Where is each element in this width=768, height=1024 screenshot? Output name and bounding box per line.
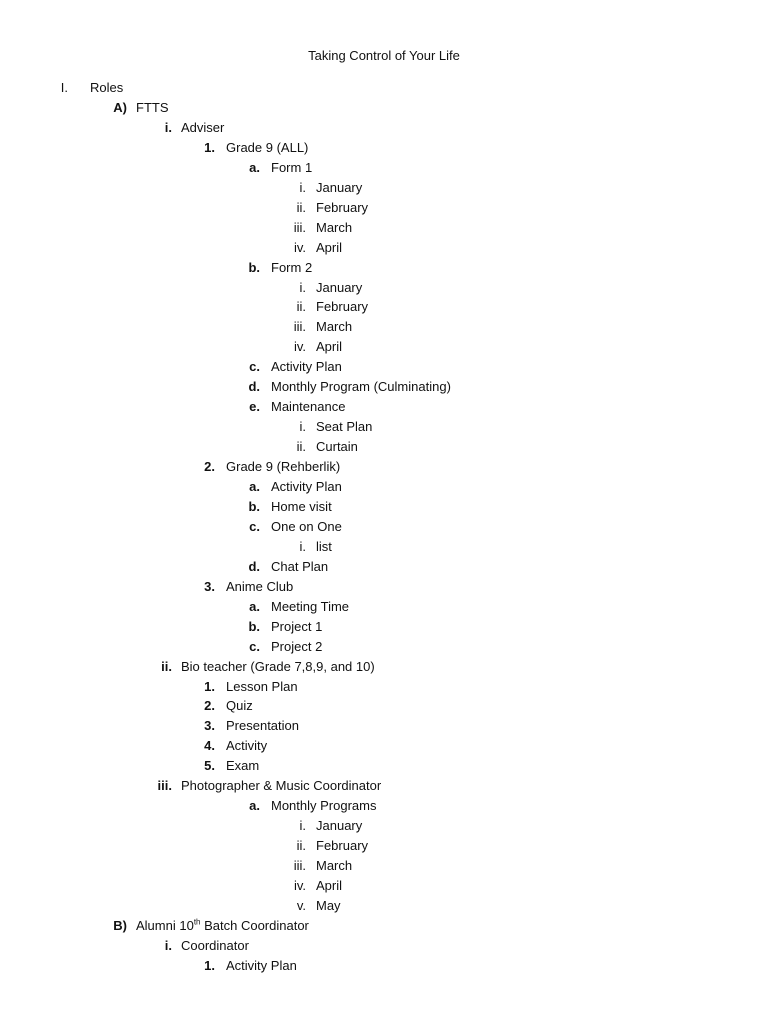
outline-text	[226, 696, 253, 716]
outline-marker: a.	[249, 160, 260, 175]
outline-text	[271, 477, 342, 497]
outline-text	[271, 557, 328, 577]
outline-text-main: April	[316, 878, 343, 893]
outline-text-main: Project 1	[271, 619, 323, 634]
outline-text-main: Adviser	[181, 120, 225, 135]
outline-text	[181, 118, 224, 138]
outline-text	[226, 736, 267, 756]
outline-text-continued: Batch Coordinator	[200, 918, 309, 933]
outline-marker: B)	[113, 918, 127, 933]
outline-text-main: Grade 9 (Rehberlik)	[226, 459, 341, 474]
outline-item	[0, 756, 768, 776]
outline-marker: 1.	[204, 958, 215, 973]
outline-text	[226, 577, 293, 597]
outline-marker: 1.	[204, 140, 215, 155]
outline-marker: a.	[249, 798, 260, 813]
outline-text-main: Activity Plan	[271, 479, 342, 494]
outline-item	[0, 78, 768, 98]
outline-item	[0, 696, 768, 716]
outline-text-main: Home visit	[271, 499, 332, 514]
outline-text	[271, 258, 312, 278]
outline-marker: b.	[248, 260, 260, 275]
outline-item	[0, 776, 768, 796]
outline-text-main: Activity	[226, 738, 268, 753]
outline-text-main: Form 1	[271, 160, 313, 175]
outline-marker: ii.	[161, 659, 172, 674]
outline-item	[0, 557, 768, 577]
outline-item	[0, 896, 768, 916]
outline-text	[226, 138, 308, 158]
outline-item	[0, 637, 768, 657]
outline-item	[0, 417, 768, 437]
outline-marker: 2.	[204, 698, 215, 713]
outline-marker: iii.	[293, 319, 306, 334]
outline-text	[316, 238, 342, 258]
outline-item	[0, 397, 768, 417]
outline-item	[0, 98, 768, 118]
outline-item	[0, 597, 768, 617]
outline-text	[226, 457, 340, 477]
outline-marker: A)	[113, 100, 127, 115]
outline-text-main: Roles	[90, 80, 124, 95]
outline-text-main: Meeting Time	[271, 599, 350, 614]
outline-text-main: Activity Plan	[271, 359, 342, 374]
outline-text-main: April	[316, 240, 343, 255]
outline-text	[316, 816, 362, 836]
outline-text-main: April	[316, 339, 343, 354]
outline-text-main: Lesson Plan	[226, 679, 298, 694]
outline-marker: v.	[296, 898, 306, 913]
outline-text-main: Grade 9 (ALL)	[226, 140, 309, 155]
outline-item	[0, 317, 768, 337]
outline-marker: e.	[249, 399, 260, 414]
outline-text-main: February	[316, 838, 369, 853]
outline-text	[316, 297, 368, 317]
outline-item	[0, 477, 768, 497]
outline-text	[226, 677, 298, 697]
document-title: Taking Control of Your Life	[308, 48, 460, 63]
outline-text-main: FTTS	[136, 100, 169, 115]
outline-marker: i.	[299, 818, 306, 833]
outline-marker: i.	[299, 539, 306, 554]
outline-marker: i.	[164, 938, 172, 953]
outline-text-main: Photographer & Music Coordinator	[181, 778, 382, 793]
outline-marker: iii.	[157, 778, 172, 793]
outline-text	[316, 317, 352, 337]
outline-marker: ii.	[296, 299, 306, 314]
outline-marker: I.	[60, 80, 68, 95]
outline-item	[0, 876, 768, 896]
outline-item	[0, 457, 768, 477]
outline-marker: iii.	[293, 220, 306, 235]
outline-text	[271, 637, 322, 657]
outline-item	[0, 178, 768, 198]
outline-text	[316, 876, 342, 896]
outline-item	[0, 278, 768, 298]
outline-item	[0, 198, 768, 218]
outline-marker: 4.	[204, 738, 215, 753]
outline-marker: ii.	[296, 200, 306, 215]
outline-text-main: Curtain	[316, 439, 358, 454]
outline-item	[0, 138, 768, 158]
outline-text-main: Alumni 10	[136, 918, 194, 933]
outline-text-main: One on One	[271, 519, 342, 534]
outline-text	[316, 856, 352, 876]
outline-text-main: Monthly Programs	[271, 798, 377, 813]
outline-text-main: March	[316, 319, 353, 334]
outline-text	[316, 198, 368, 218]
outline-text	[316, 896, 341, 916]
outline-text	[316, 417, 372, 437]
outline-marker: 3.	[204, 718, 215, 733]
outline-item	[0, 337, 768, 357]
outline-marker: iii.	[293, 858, 306, 873]
outline-text-main: May	[316, 898, 341, 913]
outline-text	[316, 278, 362, 298]
outline-marker: c.	[249, 359, 260, 374]
outline-text-main: Maintenance	[271, 399, 346, 414]
outline-text	[226, 756, 259, 776]
outline-marker: a.	[249, 599, 260, 614]
outline-text-main: March	[316, 858, 353, 873]
outline-marker: b.	[248, 619, 260, 634]
outline-item	[0, 118, 768, 138]
outline-item	[0, 716, 768, 736]
outline-marker: b.	[248, 499, 260, 514]
outline-marker: iv.	[293, 240, 306, 255]
outline-item	[0, 816, 768, 836]
outline-item	[0, 677, 768, 697]
outline-text	[181, 936, 249, 956]
outline-text	[181, 657, 375, 677]
outline-text	[271, 397, 345, 417]
outline-item	[0, 218, 768, 238]
outline-marker: d.	[248, 559, 260, 574]
outline-marker: iv.	[293, 339, 306, 354]
outline-text	[271, 517, 342, 537]
outline-item	[0, 577, 768, 597]
outline-item	[0, 736, 768, 756]
outline-item	[0, 657, 768, 677]
outline-text-main: Form 2	[271, 260, 313, 275]
outline-marker: ii.	[296, 838, 306, 853]
outline-text	[271, 597, 349, 617]
outline-marker: i.	[299, 419, 306, 434]
outline-text-main: Project 2	[271, 639, 323, 654]
outline-text-main: February	[316, 200, 369, 215]
outline-marker: a.	[249, 479, 260, 494]
outline-item	[0, 258, 768, 278]
outline-text	[316, 178, 362, 198]
outline-item	[0, 238, 768, 258]
outline-marker: ii.	[296, 439, 306, 454]
outline-item	[0, 297, 768, 317]
outline-marker: 3.	[204, 579, 215, 594]
outline-text	[316, 836, 368, 856]
outline-marker: c.	[249, 639, 260, 654]
outline-text-main: Presentation	[226, 718, 299, 733]
outline-text	[316, 537, 332, 557]
outline-text	[271, 377, 451, 397]
outline-text-main: February	[316, 299, 369, 314]
outline-text-main: January	[316, 818, 363, 833]
outline-text	[226, 716, 299, 736]
outline-text-main: January	[316, 180, 363, 195]
outline-text-superscript: th	[193, 917, 201, 927]
outline-item	[0, 377, 768, 397]
outline-item	[0, 916, 768, 936]
outline-item	[0, 497, 768, 517]
outline-text-main: Activity Plan	[226, 958, 297, 973]
outline-item	[0, 836, 768, 856]
outline-text	[271, 796, 376, 816]
outline-text	[316, 437, 358, 457]
outline-marker: i.	[299, 180, 306, 195]
outline-item	[0, 437, 768, 457]
outline-text-main: Coordinator	[181, 938, 249, 953]
outline-marker: i.	[299, 280, 306, 295]
outline-text	[136, 98, 169, 118]
outline-item	[0, 796, 768, 816]
outline-marker: iv.	[293, 878, 306, 893]
outline-text	[316, 218, 352, 238]
outline-text	[90, 78, 123, 98]
outline-item	[0, 956, 768, 976]
outline-text	[271, 617, 322, 637]
outline-text-main: list	[316, 539, 332, 554]
outline-text-main: Anime Club	[226, 579, 294, 594]
outline-item	[0, 158, 768, 178]
outline-marker: i.	[164, 120, 172, 135]
outline-text-main: January	[316, 280, 363, 295]
outline-text	[316, 337, 342, 357]
outline-text-main: Quiz	[226, 698, 253, 713]
outline-text	[271, 497, 332, 517]
outline-item	[0, 936, 768, 956]
outline-text-main: Monthly Program (Culminating)	[271, 379, 451, 394]
outline-text	[271, 158, 312, 178]
outline-text-main: Exam	[226, 758, 260, 773]
outline-text-main: March	[316, 220, 353, 235]
outline-text	[136, 916, 309, 936]
outline-marker: 5.	[204, 758, 215, 773]
outline-text-main: Seat Plan	[316, 419, 373, 434]
outline-text-main: Chat Plan	[271, 559, 329, 574]
outline-text	[226, 956, 297, 976]
outline-item	[0, 617, 768, 637]
outline-text	[181, 776, 381, 796]
outline-marker: 2.	[204, 459, 215, 474]
outline-item	[0, 856, 768, 876]
outline-marker: d.	[248, 379, 260, 394]
outline-item	[0, 537, 768, 557]
outline-text-main: Bio teacher (Grade 7,8,9, and 10)	[181, 659, 375, 674]
outline-marker: 1.	[204, 679, 215, 694]
outline-marker: c.	[249, 519, 260, 534]
outline-item	[0, 517, 768, 537]
outline-text	[271, 357, 342, 377]
outline-item	[0, 357, 768, 377]
